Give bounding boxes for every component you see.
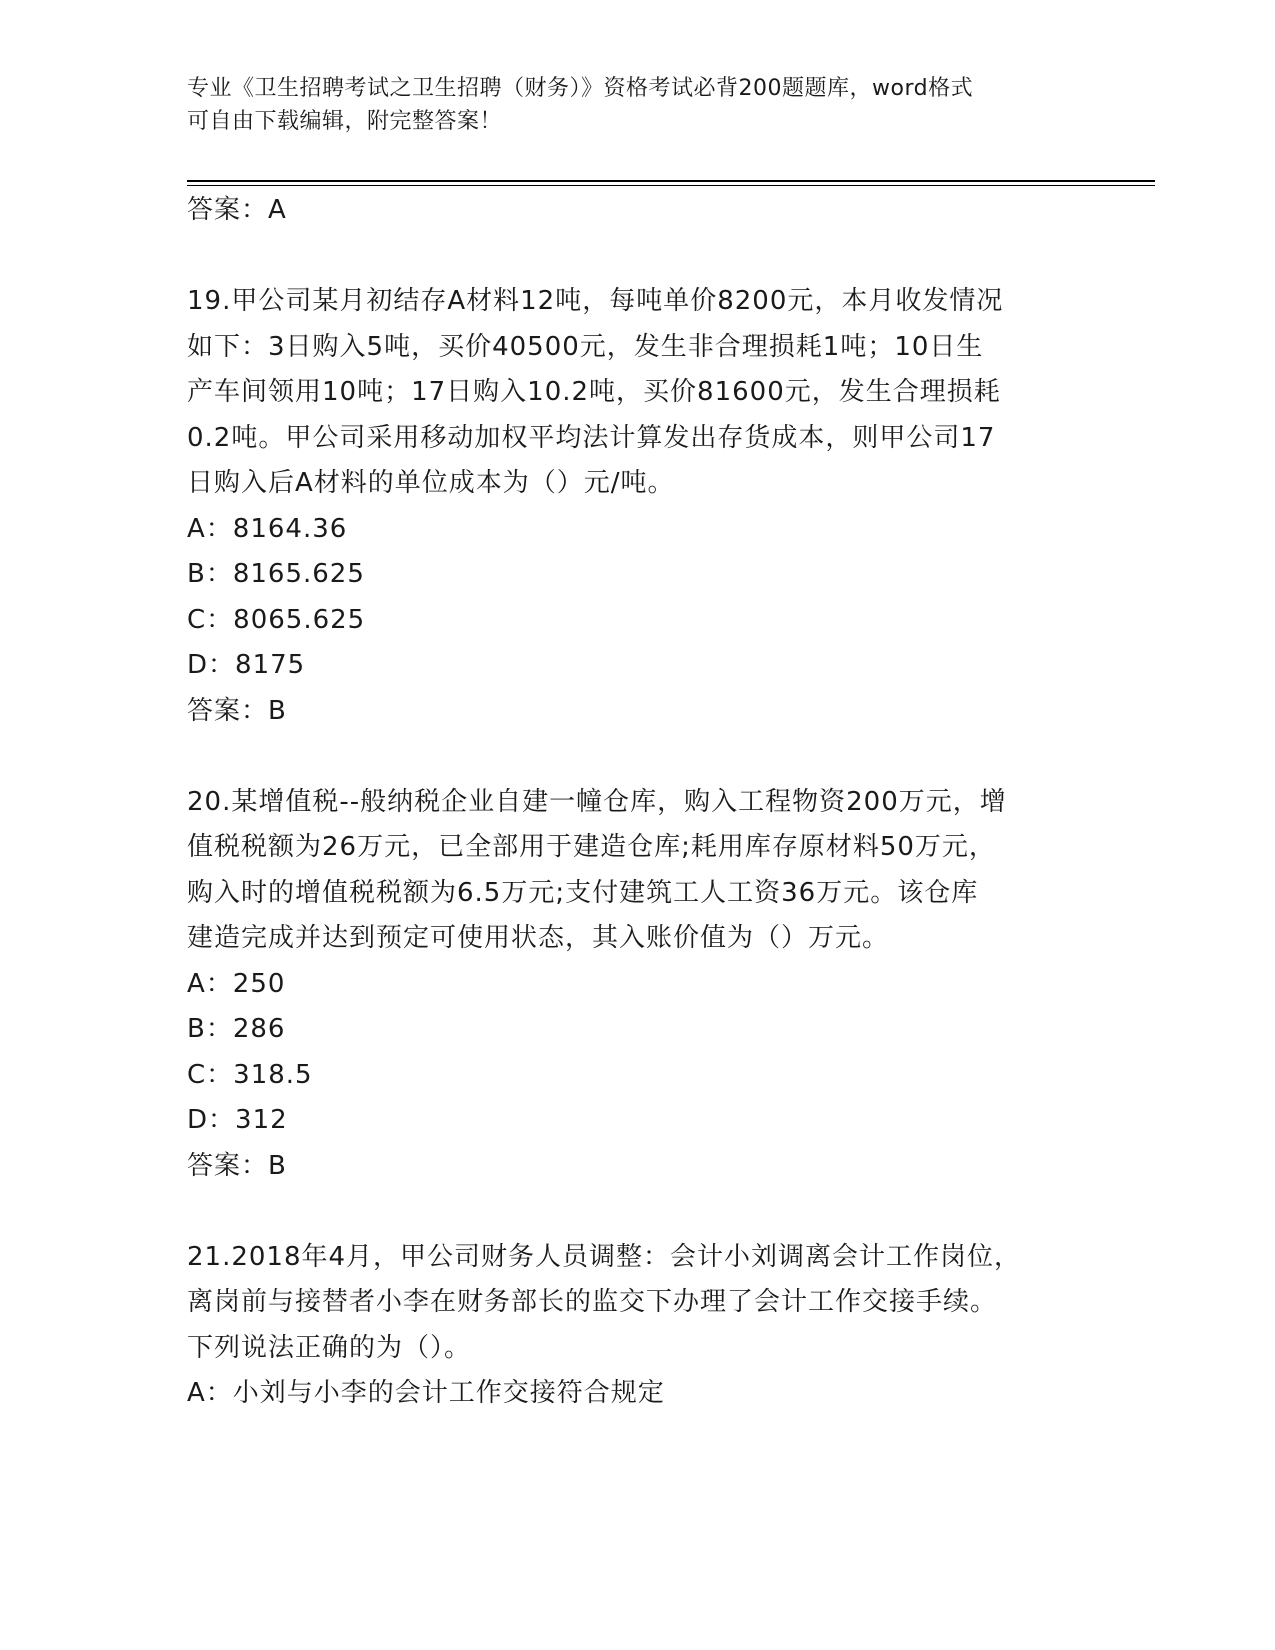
- question-20-answer: 答案：B: [187, 1150, 287, 1181]
- header-line-1: 专业《卫生招聘考试之卫生招聘（财务）》资格考试必背200题题库，word格式: [187, 76, 974, 101]
- question-19-option-d: D：8175: [187, 650, 306, 680]
- question-19-option-a: A：8164.36: [187, 513, 348, 544]
- question-19-line-4: 0.2吨。甲公司采用移动加权平均法计算发出存货成本，则甲公司17: [187, 422, 996, 453]
- header-line-2: 可自由下载编辑，附完整答案！: [187, 109, 503, 134]
- question-19: [187, 279, 1072, 734]
- question-20-line-3: 购入时的增值税税额为6.5万元;支付建筑工人工资36万元。该仓库: [187, 877, 979, 908]
- question-19-answer: 答案：B: [187, 695, 287, 726]
- spacer: [187, 234, 1072, 280]
- question-20-line-1: 20.某增值税--般纳税企业自建一幢仓库，购入工程物资200万元，增: [187, 786, 1007, 817]
- header-rule-thick: [187, 180, 1155, 182]
- question-19-line-5: 日购入后A材料的单位成本为（）元/吨。: [187, 468, 675, 498]
- question-20-line-2: 值税税额为26万元，已全部用于建造仓库;耗用库存原材料50万元，: [187, 832, 996, 862]
- question-20: [187, 780, 1072, 1190]
- question-21: [187, 1235, 1072, 1417]
- question-20-option-c: C：318.5: [187, 1059, 313, 1090]
- header-rule-thin: [187, 185, 1155, 186]
- question-20-option-b: B：286: [187, 1014, 286, 1044]
- question-19-line-3: 产车间领用10吨；17日购入10.2吨，买价81600元，发生合理损耗: [187, 377, 1001, 407]
- document-header: [187, 72, 1067, 138]
- question-21-option-a: A：小刘与小李的会计工作交接符合规定: [187, 1378, 665, 1408]
- question-21-line-1: 21.2018年4月，甲公司财务人员调整：会计小刘调离会计工作岗位，: [187, 1241, 1022, 1272]
- previous-answer: 答案：A: [187, 195, 287, 225]
- question-19-option-c: C：8065.625: [187, 604, 366, 635]
- question-20-option-a: A：250: [187, 968, 286, 999]
- question-20-line-4: 建造完成并达到预定可使用状态，其入账价值为（）万元。: [187, 923, 890, 953]
- question-19-line-1: 19.甲公司某月初结存A材料12吨，每吨单价8200元，本月收发情况: [187, 286, 1004, 316]
- spacer: [187, 734, 1072, 780]
- question-21-line-2: 离岗前与接替者小李在财务部长的监交下办理了会计工作交接手续。: [187, 1287, 998, 1317]
- document-body: [187, 188, 1072, 1417]
- question-19-option-b: B：8165.625: [187, 559, 365, 589]
- spacer: [187, 1189, 1072, 1235]
- question-20-option-d: D：312: [187, 1105, 288, 1135]
- question-21-line-3: 下列说法正确的为（）。: [187, 1332, 472, 1363]
- question-19-line-2: 如下：3日购入5吨，买价40500元，发生非合理损耗1吨；10日生: [187, 331, 984, 362]
